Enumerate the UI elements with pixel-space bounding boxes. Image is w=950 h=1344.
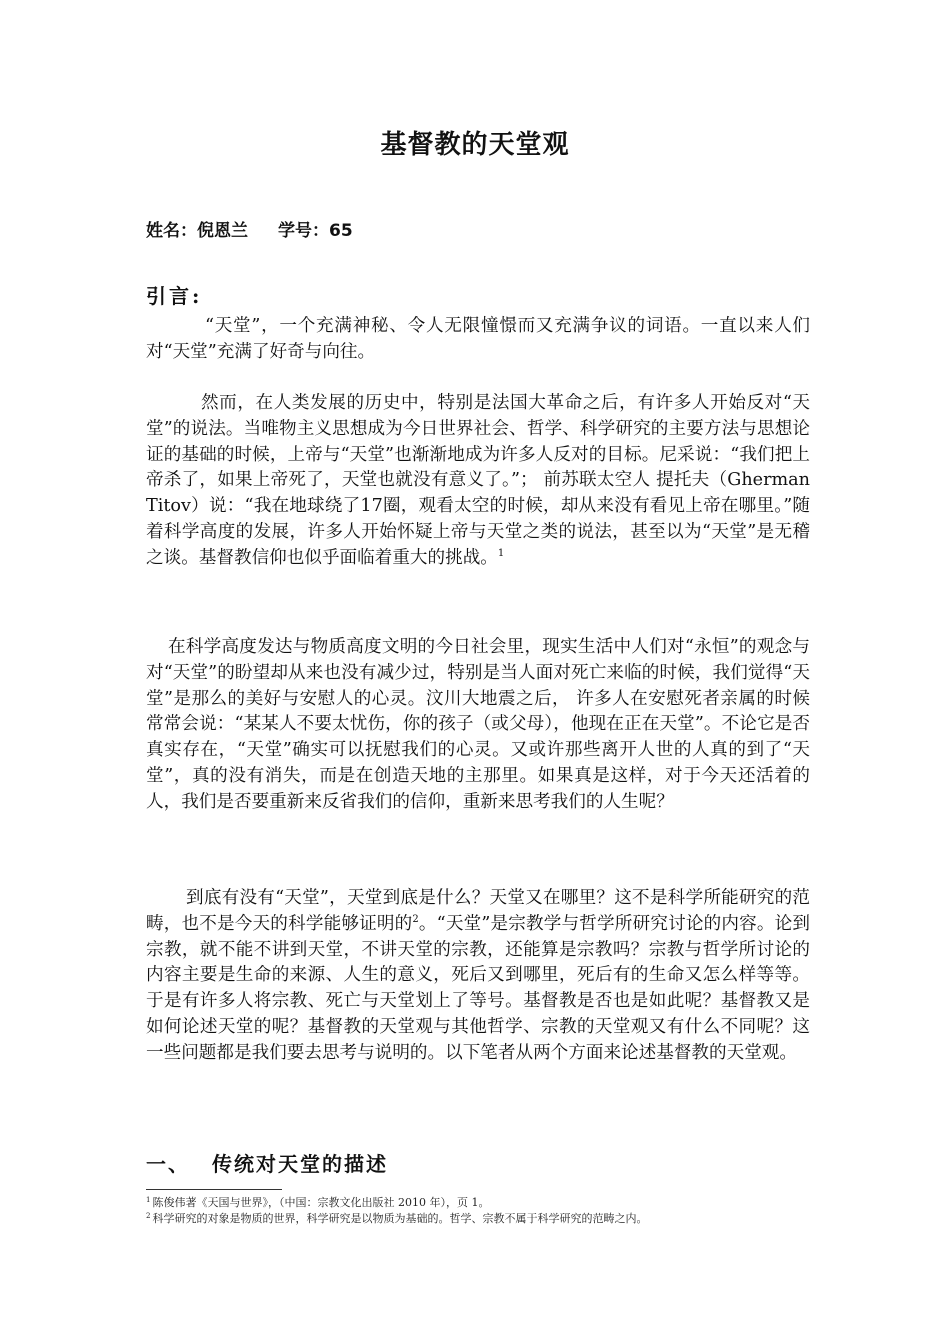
- student-id: 学号：65: [278, 221, 353, 241]
- footnote-2-text: 科学研究的对象是物质的世界，科学研究是以物质为基础的。哲学、宗教不属于科学研究的范畴之内。: [152, 1212, 648, 1225]
- footnote-1-marker: 1: [146, 1196, 151, 1204]
- paragraph-4-text-after: 。“天堂”是宗教学与哲学所研究讨论的内容。论到宗教，就不能不讲到天堂，不讲天堂的宗教，还能算是宗教吗？宗教与哲学所讨论的内容主要是生命的来源、人生的意义，死后又到哪里，死后有的生命又怎么样等等。于是有许多人将宗教、死亡与天堂划上了等号。基督教是否也是如此呢？基督教又是如何论述天堂的呢？基督教的天堂观与其他哲学、宗教的天堂观又有什么不同呢？这一些问题都是我们要去思考与说明的。以下笔者从两个方面来论述基督教的天堂观。: [146, 913, 810, 1063]
- footnote-1-text: 陈俊伟著《天国与世界》，（中国：宗教文化出版社 2010 年），页 1。: [152, 1196, 490, 1209]
- intro-heading: 引言:: [146, 284, 203, 308]
- footnote-2: [146, 1212, 647, 1226]
- section-number: 一、: [146, 1152, 190, 1176]
- paragraph-1: [146, 314, 810, 366]
- paragraph-3: [146, 635, 810, 816]
- footnote-ref-2[interactable]: 2: [412, 913, 419, 925]
- paragraph-4-text-before: 到底有没有“天堂”，天堂到底是什么？天堂又在哪里？这不是科学所能研究的范畴，也不是今天的科学能够证明的: [146, 888, 810, 934]
- paragraph-4: [146, 886, 810, 1067]
- paragraph-3-text: 在科学高度发达与物质高度文明的今日社会里，现实生活中人们对“永恒”的观念与对“天堂”的盼望却从来也没有减少过，特别是当人面对死亡来临的时候，我们觉得“天堂”是那么的美好与安慰人的心灵。汶川大地震之后， 许多人在安慰死者亲属的时候常常会说：“某某人不要太忧伤，你的孩子（或父母），他现在正在天堂”。不论它是否真实存在，“天堂”确实可以抚慰我们的心灵。又或许那些离开人世的人真的到了“天堂”，真的没有消失，而是在创造天地的主那里。如果真是这样，对于今天还活着的人，我们是否要重新来反省我们的信仰，重新来思考我们的人生呢？: [146, 637, 810, 812]
- footnote-separator: [146, 1189, 282, 1190]
- author-name: 姓名：倪恩兰: [146, 221, 248, 241]
- section-title: 传统对天堂的描述: [212, 1152, 388, 1176]
- document-title: 基督教的天堂观: [380, 130, 570, 160]
- footnote-1: [146, 1196, 489, 1210]
- paragraph-1-text: “天堂”，一个充满神秘、令人无限憧憬而又充满争议的词语。一直以来人们对“天堂”充满了好奇与向往。: [146, 316, 810, 362]
- author-line: [146, 216, 353, 241]
- footnote-ref-1[interactable]: 1: [497, 547, 505, 559]
- footnote-2-marker: 2: [146, 1212, 151, 1220]
- section-heading-1: [146, 1148, 388, 1177]
- paragraph-2: [146, 391, 810, 572]
- paragraph-2-text: 然而，在人类发展的历史中，特别是法国大革命之后，有许多人开始反对“天堂”的说法。当唯物主义思想成为今日世界社会、哲学、科学研究的主要方法与思想论证的基础的时候，上帝与“天堂”也渐渐地成为许多人反对的目标。尼采说：“我们把上帝杀了，如果上帝死了，天堂也就没有意义了。”； 前苏联太空人 提托夫（Gherman Titov）说：“我在地球绕了17圈，观看太空的时候，却从来没有看见上帝在哪里。”随着科学高度的发展，许多人开始怀疑上帝与天堂之类的说法，甚至以为“天堂”是无稽之谈。基督教信仰也似乎面临着重大的挑战。: [146, 393, 810, 568]
